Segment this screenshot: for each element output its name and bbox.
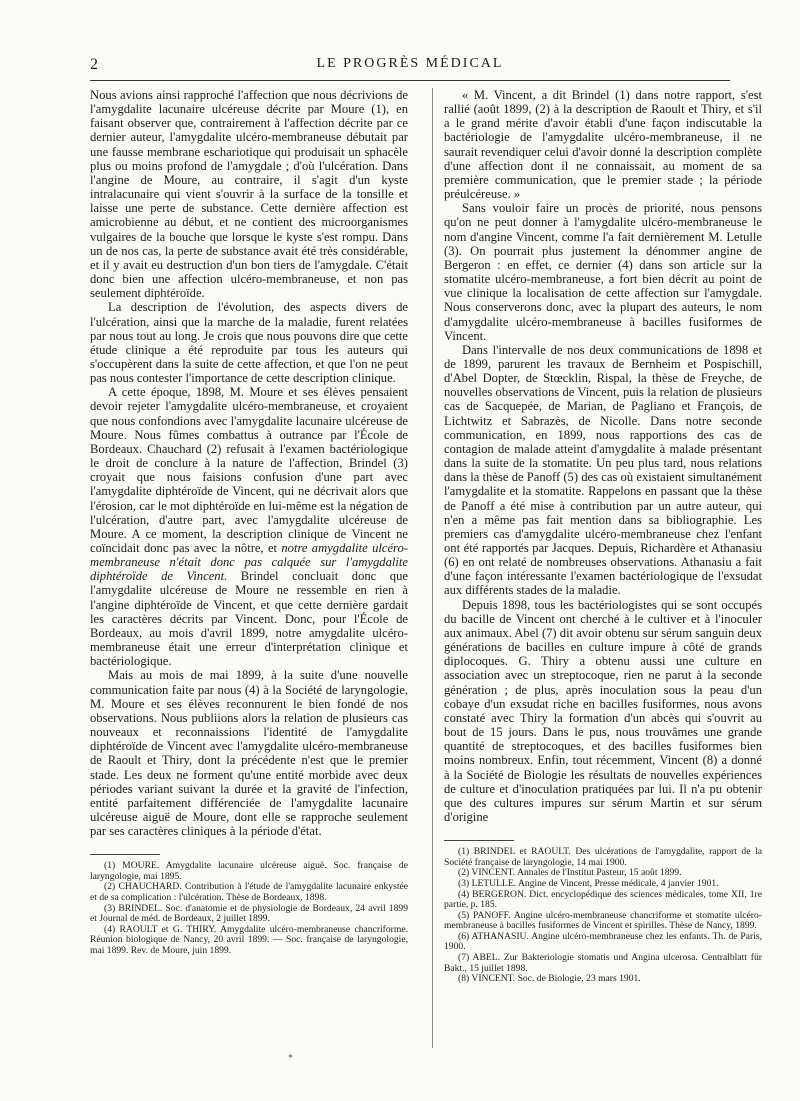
- paragraph: Mais au mois de mai 1899, à la suite d'une nouvelle communication faite par nous (4) à la Société de laryngologie, M. Moure et ses élèves reconnurent le bien fondé de nos observations. Nous publiions alors la relation de plusieurs cas nouveaux et reconnaissions l'identité de l'amygdalite diphtéroïde de Vincent avec l'amygdalite ulcéro-membraneuse de Raoult et Thiry, dont la précédente n'est que le premier stade. Les deux ne forment qu'une entité morbide avec deux périodes variant suivant la durée et la gravité de l'infection, entité parfaitement différenciée de l'amygdalite lacunaire ulcéreuse aiguë de Moure, dont elle se rapproche seulement par ses caractères cliniques à la période d'état.: [90, 668, 408, 839]
- footnote: (1) MOURE. Amygdalite lacunaire ulcéreuse aiguë. Soc. française de laryngologie, mai 1895.: [90, 860, 408, 882]
- footnote: (8) VINCENT. Soc. de Biologie, 23 mars 1901.: [458, 973, 641, 985]
- column-divider: [432, 88, 433, 1048]
- footnote: (1) BRINDEL et RAOULT. Des ulcérations de l'amygdalite, rapport de la Société française de laryngologie, 14 mai 1900.: [444, 846, 762, 868]
- right-column: [444, 88, 762, 985]
- page-number: 2: [90, 56, 99, 73]
- footnote: (4) RAOULT et G. THIRY. Amygdalite ulcéro-membraneuse chancriforme. Réunion biologique de Nancy, 20 avril 1899. — Soc. française de laryngologie, mai 1899. Rev. de Moure, juin 1899.: [90, 923, 408, 957]
- footnote-rule: [90, 854, 160, 855]
- paragraph: Sans vouloir faire un procès de priorité, nous pensons qu'on ne peut donner à l'amygdalite ulcéro-membraneuse le nom d'angine Vincent, comme l'a fait dernièrement M. Letulle (3). On pourrait plus justement la dénommer angine de Bergeron : en effet, ce dernier (4) dans son article sur la stomatite ulcéro-membraneuse, a fort bien décrit au point de vue clinique la localisation de cette affection sur l'amygdale. Nous conserverons donc, avec la plupart des auteurs, le nom d'amygdalite ulcéro-membraneuse à bacilles fusiformes de Vincent.: [444, 201, 762, 343]
- left-column: [90, 88, 408, 957]
- footer-mark: *: [288, 1053, 293, 1064]
- paragraph: Depuis 1898, tous les bactériologistes qui se sont occupés du bacille de Vincent ont cherché à le cultiver et à l'inoculer aux animaux. Abel (7) dit avoir obtenu sur sérum sanguin deux générations de bacilles en culture impure à côté de grands diplocoques. G. Thiry a obtenu aussi une culture en association avec un streptocoque, rien ne parut à la seconde génération ; de plus, après inoculation sous la peau d'un cobaye d'un exsudat riche en bacilles fusiformes, nous avons constaté avec Thiry la formation d'un abcès qui s'ouvrit au bout de 15 jours. Dans le pus, nous trouvâmes une grande quantité de streptocoques, et des bacilles fusiformes bien moins nombreux. Enfin, tout récemment, Vincent (8) a donné à la Société de Biologie les résultats de nouvelles expériences de culture et d'inoculation pratiquées par lui. Il n'a pu obtenir que des cultures impures sur sérum Martin et sur sérum d'origine: [444, 597, 762, 824]
- paragraph: La description de l'évolution, des aspects divers de l'ulcération, ainsi que la marche de la maladie, furent relatées par nous tout au long. Je crois que nous pouvons dire que cette étude clinique a été reproduite par tous les auteurs qui s'occupèrent dans la suite de cette affection, et que l'on ne peut pas nous contester l'importance de cette description clinique.: [90, 300, 408, 386]
- footnote-rule: [444, 840, 514, 841]
- paragraph-text: Brindel concluait donc que l'amygdalite ulcéreuse de Moure ne ressemble en rien à l'angine diphtéroïde de Vincent, et que cette dernière gardait les caractères décrits par Vincent. Donc, pour l'École de Bordeaux, au mois d'avril 1899, notre amygdalite ulcéro-membraneuse était une erreur d'interprétation clinique et bactériologique.: [90, 569, 408, 669]
- footnote: (4) BERGERON. Dict. encyclopédique des sciences médicales, tome XII, 1re partie, p. 185.: [444, 888, 762, 911]
- footnote: (6) ATHANASIU. Angine ulcéro-membraneuse chez les enfants. Th. de Paris, 1900.: [444, 930, 762, 953]
- paragraph: Nous avions ainsi rapproché l'affection que nous décrivions de l'amygdalite lacunaire ulcéreuse décrite par Moure (1), en faisant observer que, contrairement à l'affection décrite par ce dernier auteur, l'amygdalite ulcéro-membraneuse débutait par une fausse membrane eschariotique qui produisait un sphacèle plus ou moins profond de l'amygdale ; d'où l'ulcération. Dans l'angine de Moure, au contraire, il s'agit d'un kyste intralacunaire qui vient s'ouvrir à la surface de la tonsille et laisse une perte de substance. Cette dernière affection est amicrobienne au début, et ne contient des microorganismes vulgaires de la bouche que lorsque le kyste s'est rompu. Dans un de nos cas, la perte de substance avait été très considérable, et il y avait eu destruction d'un bon tiers de l'amygdale. C'était donc bien une affection ulcéro-membraneuse, et non pas seulement diphtéroïde.: [90, 88, 408, 301]
- page-header: [90, 56, 730, 76]
- paragraph: « M. Vincent, a dit Brindel (1) dans notre rapport, s'est rallié (août 1899, (2) à la description de Raoult et Thiry, et s'il a le grand mérite d'avoir établi d'une façon indiscutable la bactériologie de l'amygdalite ulcéro-membraneuse, il ne saurait revendiquer celui d'avoir donné la description complète d'une affection dont il ne connaissait, au moment de sa première communication, que le premier stade ; la période préulcéreuse. »: [444, 88, 762, 202]
- footnote: (3) LETULLE. Angine de Vincent, Presse médicale, 4 janvier 1901.: [458, 877, 719, 889]
- italic-emphasis: notre amygdalite ulcéro-membraneuse n'était donc pas calquée sur l'amygdalite diphtéroïde de Vincent.: [90, 541, 408, 584]
- running-title: LE PROGRÈS MÉDICAL: [316, 56, 504, 71]
- paragraph: Dans l'intervalle de nos deux communications de 1898 et de 1899, parurent les travaux de Bernheim et Pospischill, d'Abel Dopter, de Stœcklin, Rispal, la thèse de Freyche, de nouvelles observations de Vincent, puis la relation de plusieurs cas de Sacquepée, de Marian, de Pagliano et François, de Lichtwitz et Sabrazès, de Nicolle. Dans notre seconde communication, en 1899, nous rapportions des cas de contagion de malade atteint d'amygdalite à malade présentant dans la suite de la stomatite. Un peu plus tard, nous relations dans la thèse de Panoff (5) des cas où existaient simultanément l'amygdalite et la stomatite. Rappelons en passant que la thèse de Panoff a été mise à contribution par un autre auteur, qui n'en a même pas fait mention dans sa bibliographie. Les premiers cas d'amygdalite ulcéro-membraneuse chez l'enfant ont été rapportés par Jacques. Depuis, Richardère et Athanasiu (6) en ont relaté de nombreuses observations. Athanasiu a fait d'une façon intéressante l'examen bactériologique de l'exsudat aux différents stades de la maladie.: [444, 342, 762, 598]
- footnote: (5) PANOFF. Angine ulcéro-membraneuse chancriforme et stomatite ulcéro-membraneuse à bacilles fusiformes de Vincent et spirilles. Thèse de Nancy, 1899.: [444, 909, 762, 932]
- footnote: (2) VINCENT. Annales de l'Institut Pasteur, 15 août 1899.: [458, 867, 682, 879]
- footnote: (2) CHAUCHARD. Contribution à l'étude de l'amygdalite lacunaire enkystée et de sa complication : l'ulcération. Thèse de Bordeaux, 1898.: [90, 881, 408, 904]
- footnote: (7) ABEL. Zur Bakteriologie stomatis und Angina ulcerosa. Centralblatt für Bakt., 15 juillet 1898.: [444, 952, 762, 974]
- header-rule: [90, 80, 730, 81]
- paragraph-text: A cette époque, 1898, M. Moure et ses élèves pensaient devoir rejeter l'amygdalite ulcéro-membraneuse, et croyaient que nous confondions avec l'amygdalite lacunaire ulcéreuse de Moure. Nous fûmes combattus à outrance par l'École de Bordeaux. Chauchard (2) refusait à l'examen bactériologique le droit de conclure à la nature de l'affection, Brindel (3) croyait que nous faisions confusion d'une part avec l'amygdalite diphtéroïde de Vincent, qui ne décrivait alors que l'érosion, car le mot diphtéroïde en lui-même est la négation de l'ulcération, d'autre part, avec l'amygdalite ulcéreuse de Moure. A ce moment, la description clinique de Vincent ne coïncidait donc pas avec la nôtre, et: [90, 385, 408, 555]
- footnote: (3) BRINDEL. Soc. d'anatomie et de physiologie de Bordeaux, 24 avril 1899 et Journal de méd. de Bordeaux, 2 juillet 1899.: [90, 902, 408, 925]
- paragraph: [90, 385, 408, 668]
